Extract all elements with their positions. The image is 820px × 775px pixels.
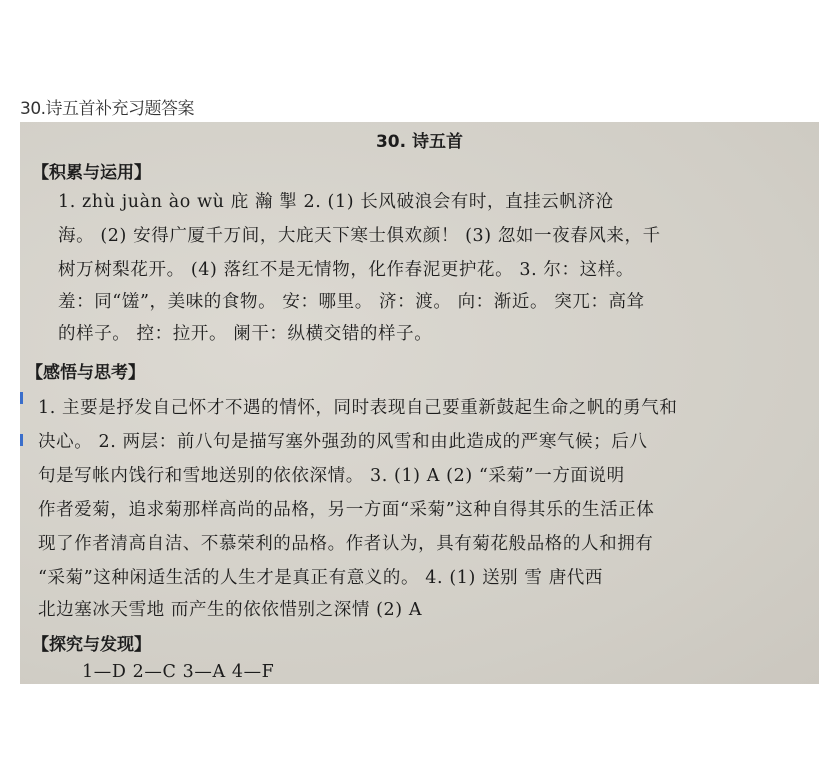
scan-edge-mark	[20, 392, 23, 404]
text-line: 作者爱菊，追求菊那样高尚的品格，另一方面“采菊”这种自得其乐的生活正体	[38, 500, 655, 520]
text-line: 1. 主要是抒发自己怀才不遇的情怀，同时表现自己要重新鼓起生命之帆的勇气和	[38, 398, 678, 418]
answer-scan-image	[20, 122, 819, 684]
text-line: 海。 (2) 安得广厦千万间，大庇天下寒士俱欢颜！ (3) 忽如一夜春风来，千	[58, 226, 661, 246]
text-line: 句是写帐内饯行和雪地送别的依依深情。 3. (1) A (2) “采菊”一方面说明	[38, 466, 625, 486]
text-line: 现了作者清高自洁、不慕荣利的品格。作者认为，具有菊花般品格的人和拥有	[38, 534, 654, 554]
section-heading-reflection: 【感悟与思考】	[26, 363, 145, 383]
page-title: 30.诗五首补充习题答案	[20, 99, 195, 119]
text-line: 决心。 2. 两层：前八句是描写塞外强劲的风雪和由此造成的严寒气候；后八	[38, 432, 648, 452]
section-heading-exploration: 【探究与发现】	[32, 635, 151, 655]
text-line: 1—D 2—C 3—A 4—F	[82, 662, 275, 682]
text-line: 的样子。 控：拉开。 阑干：纵横交错的样子。	[58, 324, 433, 344]
text-line: 羞：同“馐”，美味的食物。 安：哪里。 济：渡。 向：渐近。 突兀：高耸	[58, 292, 645, 312]
scan-edge-mark	[20, 434, 23, 446]
scan-title: 30. 诗五首	[375, 132, 464, 152]
text-line: “采菊”这种闲适生活的人生才是真正有意义的。 4. (1) 送别 雪 唐代西	[38, 568, 603, 588]
text-line: 1. zhù juàn ào wù 庇 瀚 掣 2. (1) 长风破浪会有时，直挂云帆济沧	[58, 192, 614, 212]
text-line: 北边塞冰天雪地 而产生的依依惜别之深情 (2) A	[38, 600, 423, 620]
section-heading-accumulation: 【积累与运用】	[32, 163, 151, 183]
text-line: 树万树梨花开。 (4) 落红不是无情物，化作春泥更护花。 3. 尔：这样。	[58, 260, 634, 280]
